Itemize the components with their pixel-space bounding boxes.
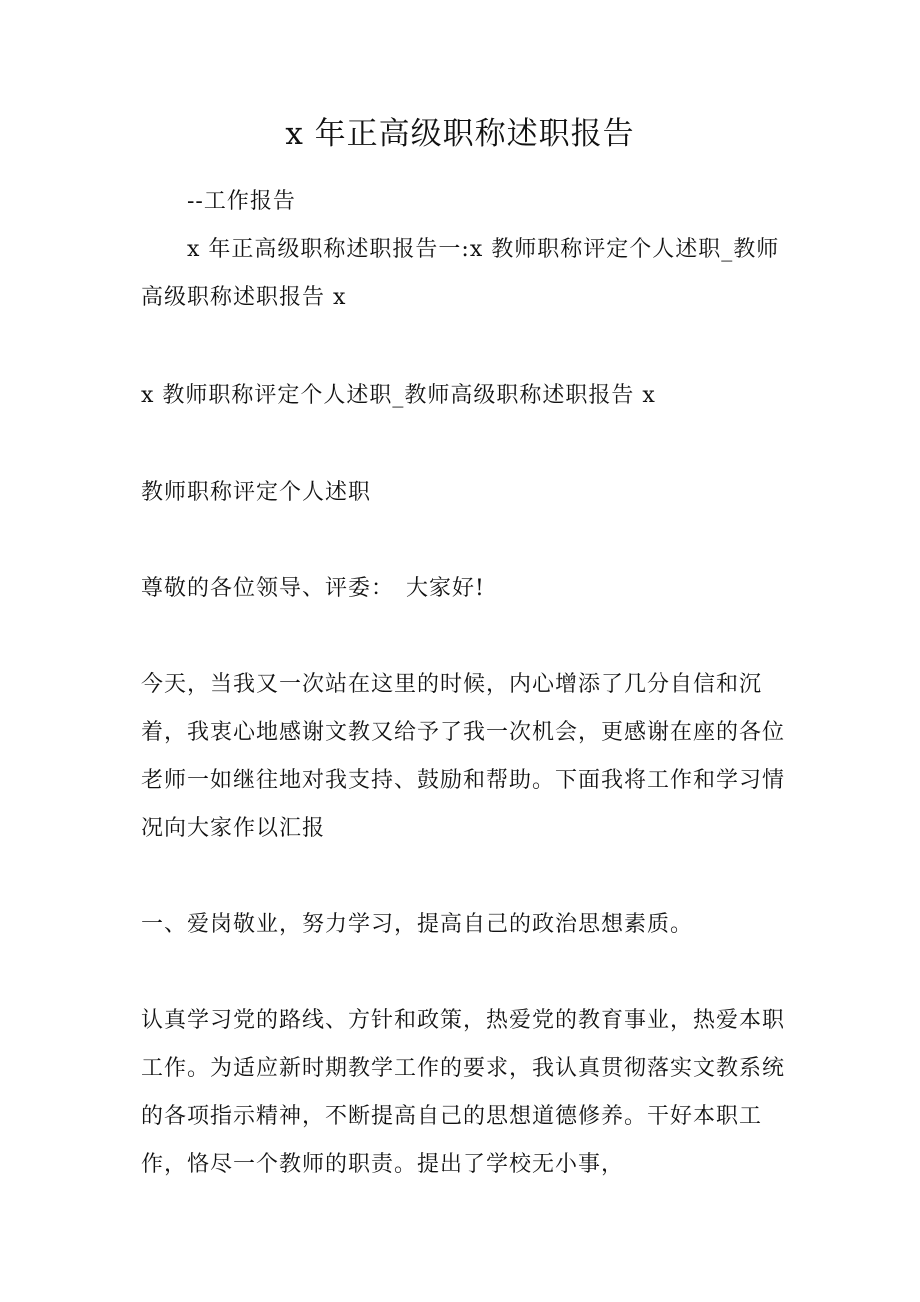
paragraph-3: 教师职称评定个人述职 [141,480,372,505]
paragraph-4: 尊敬的各位领导、评委： 大家好! [141,576,485,601]
paragraph-6: 一、爱岗敬业，努力学习，提高自己的政治思想素质。 [141,912,694,937]
paragraph-7: 认真学习党的路线、方针和政策，热爱党的教育事业，热爱本职工作。为适应新时期教学工作的要求，我认真贯彻落实文教系统的各项指示精神，不断提高自己的思想道德修养。干好本职工作，恪尽一个教师的职责。提出了学校无小事， [141,1008,786,1177]
document-subtitle: --工作报告 [187,189,296,214]
paragraph-2: x 教师职称评定个人述职_教师高级职称述职报告 x [141,383,656,408]
document-title: x 年正高级职称述职报告 [285,116,635,152]
paragraph-5: 今天，当我又一次站在这里的时候，内心增添了几分自信和沉着，我衷心地感谢文教又给予了我一次机会，更感谢在座的各位老师一如继往地对我支持、鼓励和帮助。下面我将工作和学习情况向大家作以汇报 [141,672,786,841]
paragraph-1: x 年正高级职称述职报告一:x 教师职称评定个人述职_教师高级职称述职报告 x [141,237,780,310]
